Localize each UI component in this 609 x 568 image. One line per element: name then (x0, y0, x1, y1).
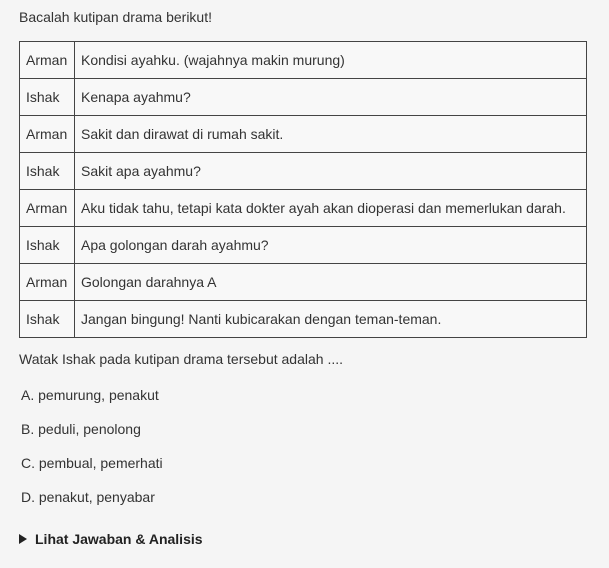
table-row (20, 116, 587, 153)
show-answer-label: Lihat Jawaban & Analisis (35, 531, 203, 547)
line-cell: Golongan darahnya A (75, 264, 587, 301)
line-cell: Jangan bingung! Nanti kubicarakan dengan teman-teman. (75, 301, 587, 338)
speaker-cell: Ishak (20, 79, 75, 116)
table-row (20, 190, 587, 227)
option-c: C. pembual, pemerhati (21, 455, 163, 471)
table-row (20, 42, 587, 79)
line-cell: Apa golongan darah ayahmu? (75, 227, 587, 264)
show-answer-toggle[interactable] (19, 530, 203, 548)
table-row (20, 301, 587, 338)
speaker-cell: Arman (20, 42, 75, 79)
answer-options (21, 386, 163, 522)
dialogue-table (19, 41, 587, 338)
question-text: Watak Ishak pada kutipan drama tersebut adalah .... (19, 351, 344, 367)
line-cell: Sakit apa ayahmu? (75, 153, 587, 190)
speaker-cell: Arman (20, 190, 75, 227)
option-a: A. pemurung, penakut (21, 387, 159, 403)
triangle-right-icon (19, 534, 27, 544)
speaker-cell: Arman (20, 116, 75, 153)
speaker-cell: Arman (20, 264, 75, 301)
option-d: D. penakut, penyabar (21, 489, 155, 505)
line-cell: Aku tidak tahu, tetapi kata dokter ayah akan dioperasi dan memerlukan darah. (75, 190, 587, 227)
intro-text: Bacalah kutipan drama berikut! (19, 9, 212, 25)
line-cell: Kondisi ayahku. (wajahnya makin murung) (75, 42, 587, 79)
table-row (20, 264, 587, 301)
table-row (20, 79, 587, 116)
speaker-cell: Ishak (20, 301, 75, 338)
line-cell: Kenapa ayahmu? (75, 79, 587, 116)
table-row (20, 153, 587, 190)
option-b: B. peduli, penolong (21, 421, 141, 437)
speaker-cell: Ishak (20, 227, 75, 264)
line-cell: Sakit dan dirawat di rumah sakit. (75, 116, 587, 153)
speaker-cell: Ishak (20, 153, 75, 190)
table-row (20, 227, 587, 264)
